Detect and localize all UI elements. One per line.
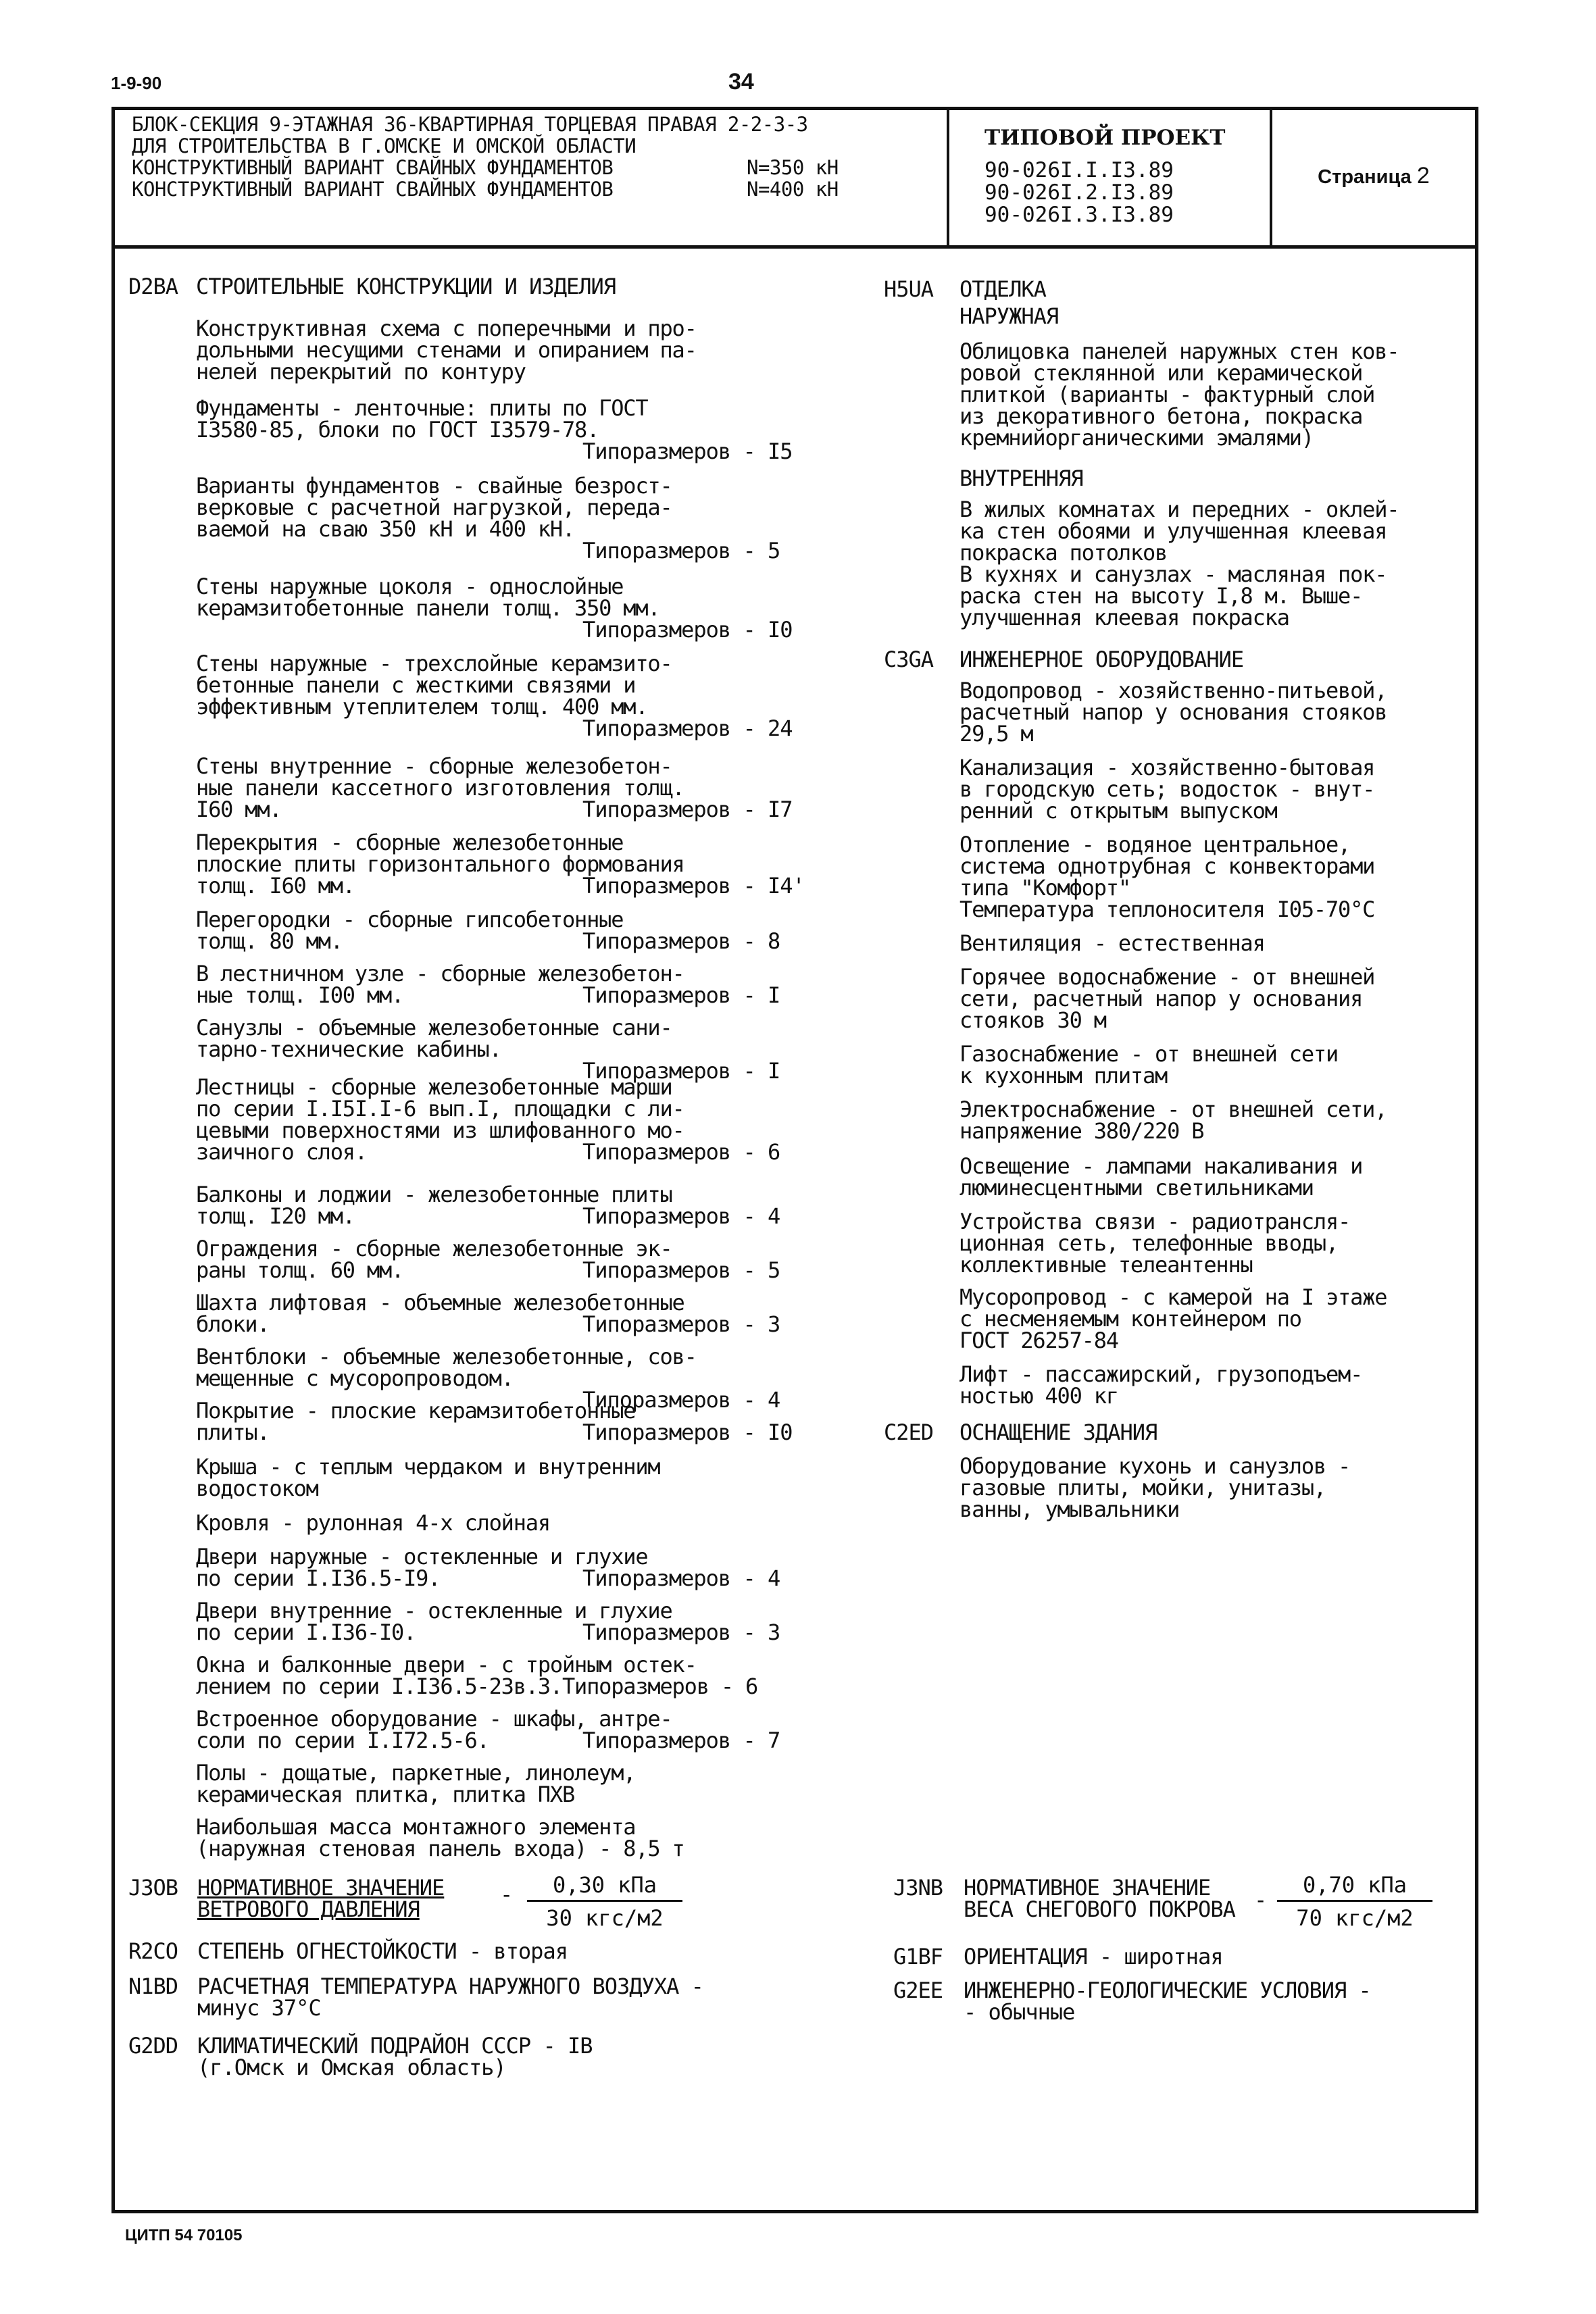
engineering-line: Вентиляция - естественная [959, 930, 1265, 956]
item-text-line: Ограждения - сборные железобетонные эк- [196, 1236, 672, 1261]
item-text-line: (наружная стеновая панель входа) - 8,5 т [196, 1836, 684, 1861]
wind-top: 0,30 кПа [527, 1874, 682, 1902]
item-text-line: по серии I.I36.5-I9. [196, 1565, 441, 1591]
item-text-line: Покрытие - плоские керамзитобетонные [196, 1398, 636, 1424]
wind-label: ВЕТРОВОГО ДАВЛЕНИЯ [197, 1896, 420, 1922]
engineering-line: Температура теплоносителя I05-70°С [959, 897, 1375, 922]
section-heading: ИНЖЕНЕРНОЕ ОБОРУДОВАНИЕ [959, 647, 1244, 672]
engineering-line: люминесцентными светильниками [959, 1175, 1314, 1201]
geo-line: ИНЖЕНЕРНО-ГЕОЛОГИЧЕСКИЕ УСЛОВИЯ - [964, 1978, 1371, 2003]
item-text-line: толщ. 80 мм. [196, 928, 343, 954]
wind-bot: 30 кгс/м2 [546, 1905, 664, 1931]
size-count: Типоразмеров - I5 [582, 438, 793, 464]
dash: - [1254, 1887, 1267, 1913]
item-text-line: верковые с расчетной нагрузкой, переда- [196, 495, 672, 520]
item-text-line: Двери внутренние - остекленные и глухие [196, 1598, 672, 1624]
size-count: Типоразмеров - 7 [582, 1728, 780, 1753]
wind-fraction [527, 1874, 682, 1929]
climate-line: КЛИМАТИЧЕСКИЙ ПОДРАЙОН СССР - IВ [197, 2033, 593, 2059]
snow-label: ВЕСА СНЕГОВОГО ПОКРОВА [964, 1896, 1235, 1922]
item-text-line: Перекрытия - сборные железобетонные [196, 830, 624, 855]
section-code: H5UA [884, 276, 934, 302]
engineering-line: Лифт - пассажирский, грузоподъем- [959, 1361, 1363, 1387]
item-text-line: Наибольшая масса монтажного элемента [196, 1814, 636, 1840]
title-block-project [949, 107, 1272, 245]
inner-finish-line: ка стен обоями и улучшенная клеевая [959, 518, 1387, 544]
item-text-line: раны толщ. 60 мм. [196, 1257, 404, 1283]
title-line-text: КОНСТРУКТИВНЫЙ ВАРИАНТ СВАЙНЫХ ФУНДАМЕНТОВ [132, 156, 614, 179]
size-count: Типоразмеров - 24 [582, 715, 793, 741]
engineering-line: стояков 30 м [959, 1007, 1106, 1033]
fire-code: R2CO [128, 1938, 178, 1964]
item-text-line: плиты. [196, 1419, 270, 1445]
inner-finish-line: улучшенная клеевая покраска [959, 605, 1289, 630]
snow-bot: 70 кгс/м2 [1296, 1905, 1414, 1931]
section-heading: СТРОИТЕЛЬНЫЕ КОНСТРУКЦИИ И ИЗДЕЛИЯ [196, 274, 616, 299]
item-text-line: Санузлы - объемные железобетонные сани- [196, 1015, 672, 1040]
outer-finish-line: ровой стеклянной или керамической [959, 360, 1363, 386]
item-text-line: заичного слоя. [196, 1139, 367, 1165]
project-code: 90-026I.2.I3.89 [984, 180, 1174, 205]
snow-top: 0,70 кПа [1277, 1874, 1432, 1902]
footer-stamp: ЦИТП 54 70105 [125, 2226, 243, 2244]
engineering-line: с несменяемым контейнером по [959, 1306, 1301, 1332]
size-count: Типоразмеров - 4 [582, 1565, 780, 1591]
page-number: 34 [728, 69, 754, 95]
engineering-line: ностью 400 кг [959, 1383, 1118, 1409]
item-text-line: керамическая плитка, плитка ПХВ [196, 1782, 575, 1807]
item-text-line: цевыми поверхностями из шлифованного мо- [196, 1117, 684, 1143]
size-count: Типоразмеров - I7 [582, 797, 793, 822]
outer-finish-line: плиткой (варианты - фактурный слой [959, 382, 1375, 407]
project-code: 90-026I.3.I3.89 [984, 203, 1174, 227]
sheet-code: 1-9-90 [111, 73, 162, 93]
size-count: Типоразмеров - 3 [582, 1619, 780, 1645]
wind-label: НОРМАТИВНОЕ ЗНАЧЕНИЕ [197, 1875, 445, 1901]
size-count: Типоразмеров - 5 [582, 1257, 780, 1283]
size-count: Типоразмеров - I0 [582, 617, 793, 643]
item-text-line: водостоком [196, 1476, 318, 1501]
orient-text: ОРИЕНТАЦИЯ - широтная [964, 1944, 1223, 1969]
engineering-line: ренний с открытым выпуском [959, 798, 1277, 824]
snow-label: НОРМАТИВНОЕ ЗНАЧЕНИЕ [964, 1875, 1211, 1901]
title-block [111, 107, 1478, 249]
item-text-line: Полы - дощатые, паркетные, линолеум, [196, 1760, 636, 1786]
title-line: ДЛЯ СТРОИТЕЛЬСТВА В Г.ОМСКЕ И ОМСКОЙ ОБЛАСТИ [132, 134, 637, 157]
section-heading: ОТДЕЛКА [959, 276, 1046, 302]
item-text-line: Стены наружные - трехслойные керамзито- [196, 651, 672, 676]
item-text-line: керамзитобетонные панели толщ. 350 мм. [196, 595, 660, 621]
item-text-line: Лестницы - сборные железобетонные марши [196, 1074, 672, 1100]
item-text-line: ваемой на сваю 350 кН и 400 кН. [196, 516, 575, 542]
title-line-text: КОНСТРУКТИВНЫЙ ВАРИАНТ СВАЙНЫХ ФУНДАМЕНТОВ [132, 178, 614, 201]
item-text-line: Кровля - рулонная 4-х слойная [196, 1510, 550, 1536]
engineering-line: Устройства связи - радиотрансля- [959, 1209, 1351, 1234]
item-text-line: толщ. I20 мм. [196, 1203, 355, 1229]
title-block-page [1272, 107, 1475, 245]
item-text-line: блоки. [196, 1311, 270, 1337]
title-block-description [111, 107, 949, 245]
temp-code: N1BD [128, 1973, 178, 1999]
item-text-line: Конструктивная схема с поперечными и про- [196, 316, 697, 341]
size-count: Типоразмеров - I [582, 982, 780, 1008]
item-text-line: толщ. I60 мм. [196, 873, 355, 899]
section-code: C2ED [884, 1419, 934, 1445]
equipment-line: Оборудование кухонь и санузлов - [959, 1453, 1351, 1479]
item-text-line: Перегородки - сборные гипсобетонные [196, 907, 624, 932]
item-text-line: нелей перекрытий по контуру [196, 359, 526, 384]
engineering-line: Горячее водоснабжение - от внешней [959, 964, 1375, 990]
engineering-line: Канализация - хозяйственно-бытовая [959, 755, 1375, 780]
size-count: Типоразмеров - 8 [582, 928, 780, 954]
engineering-line: в городскую сеть; водосток - внут- [959, 776, 1375, 802]
outer-finish-line: из декоративного бетона, покраска [959, 403, 1363, 429]
climate-code: G2DD [128, 2033, 178, 2059]
engineering-line: расчетный напор у основания стояков [959, 699, 1387, 725]
section-code: D2BA [128, 274, 178, 299]
engineering-line: напряжение 380/220 В [959, 1118, 1204, 1144]
size-count: Типоразмеров - 5 [582, 538, 780, 563]
outer-finish-line: Облицовка панелей наружных стен ков- [959, 338, 1399, 364]
title-line [132, 157, 947, 178]
item-text-line: мещенные с мусоропроводом. [196, 1365, 514, 1391]
item-text-line: Вентблоки - объемные железобетонные, сов- [196, 1344, 697, 1369]
item-text-line: Шахта лифтовая - объемные железобетонные [196, 1290, 684, 1315]
item-text-line: Крыша - с теплым чердаком и внутренним [196, 1454, 660, 1480]
load-value: N=350 кН [747, 156, 839, 179]
section-code: C3GA [884, 647, 934, 672]
item-text-line: Фундаменты - ленточные: плиты по ГОСТ [196, 395, 648, 421]
engineering-line: ционная сеть, телефонные вводы, [959, 1230, 1339, 1256]
temp-line: РАСЧЕТНАЯ ТЕМПЕРАТУРА НАРУЖНОГО ВОЗДУХА - [197, 1973, 703, 1999]
item-text-line: по серии I.I36-I0. [196, 1619, 416, 1645]
item-text-line: соли по серии I.I72.5-6. [196, 1728, 489, 1753]
dash: - [500, 1882, 513, 1907]
title-line [132, 178, 947, 200]
engineering-line: Электроснабжение - от внешней сети, [959, 1097, 1387, 1122]
item-text-line: Окна и балконные двери - с тройным остек- [196, 1652, 697, 1678]
item-text-line: В лестничном узле - сборные железобетон- [196, 961, 684, 986]
item-text-line: Балконы и лоджии - железобетонные плиты [196, 1182, 672, 1207]
snow-fraction [1277, 1874, 1432, 1929]
engineering-line: 29,5 м [959, 721, 1033, 747]
inner-finish-line: раска стен на высоту I,8 м. Выше- [959, 583, 1363, 609]
snow-code: J3NB [893, 1875, 943, 1901]
geo-line: - обычные [964, 1999, 1075, 2025]
item-text-line: ные панели кассетного изготовления толщ. [196, 775, 684, 801]
temp-line: минус 37°С [197, 1995, 321, 2021]
fire-text: СТЕПЕНЬ ОГНЕСТОЙКОСТИ - вторая [197, 1938, 568, 1964]
item-text-line: бетонные панели с жесткими связями и [196, 672, 636, 698]
page-word: Страница [1318, 166, 1412, 188]
climate-line: (г.Омск и Омская область) [197, 2055, 506, 2080]
item-text-line: ные толщ. I00 мм. [196, 982, 404, 1008]
size-count: Типоразмеров - I [582, 1058, 780, 1084]
item-text-line: по серии I.I5I.I-6 вып.I, площадки с ли- [196, 1096, 684, 1122]
inner-finish-line: покраска потолков [959, 540, 1168, 565]
subsection-heading: ВНУТРЕННЯЯ [959, 466, 1083, 491]
item-text-line: I3580-85, блоки по ГОСТ I3579-78. [196, 417, 599, 443]
engineering-line: Отопление - водяное центральное, [959, 832, 1351, 857]
size-count: Типоразмеров - 3 [582, 1311, 780, 1337]
orient-code: G1BF [893, 1944, 943, 1969]
engineering-line: коллективные телеантенны [959, 1252, 1253, 1278]
item-text-line: тарно-технические кабины. [196, 1036, 501, 1062]
size-count: Типоразмеров - 6 [582, 1139, 780, 1165]
section-heading: ОСНАЩЕНИЕ ЗДАНИЯ [959, 1419, 1157, 1445]
engineering-line: Газоснабжение - от внешней сети [959, 1041, 1339, 1067]
size-count: Типоразмеров - I0 [582, 1419, 793, 1445]
item-text-line: эффективным утеплителем толщ. 400 мм. [196, 694, 648, 720]
item-text-line: лением по серии I.I36.5-23в.3.Типоразмеров - 6 [196, 1674, 758, 1699]
inner-finish-line: В кухнях и санузлах - масляная пок- [959, 561, 1387, 587]
project-code: 90-026I.I.I3.89 [984, 158, 1174, 182]
equipment-line: газовые плиты, мойки, унитазы, [959, 1475, 1326, 1501]
equipment-line: ванны, умывальники [959, 1496, 1180, 1522]
item-text-line: Стены внутренние - сборные железобетон- [196, 753, 672, 779]
item-text-line: Встроенное оборудование - шкафы, антре- [196, 1706, 672, 1732]
size-count: Типоразмеров - I4' [582, 873, 805, 899]
item-text-line: плоские плиты горизонтального формования [196, 851, 684, 877]
project-label: ТИПОВОЙ ПРОЕКТ [984, 126, 1226, 150]
outer-finish-line: кремнийорганическими эмалями) [959, 425, 1314, 451]
engineering-line: система однотрубная с конвекторами [959, 853, 1375, 879]
load-value: N=400 кН [747, 178, 839, 201]
item-text-line: Варианты фундаментов - свайные безрост- [196, 473, 672, 499]
item-text-line: дольными несущими стенами и опиранием па- [196, 337, 697, 363]
size-count: Типоразмеров - 4 [582, 1387, 780, 1413]
engineering-line: Водопровод - хозяйственно-питьевой, [959, 678, 1387, 703]
page-label [1318, 163, 1430, 189]
page-num: 2 [1416, 163, 1430, 188]
engineering-line: Мусоропровод - с камерой на I этаже [959, 1284, 1387, 1310]
item-text-line: I60 мм. [196, 797, 282, 822]
item-text-line: Двери наружные - остекленные и глухие [196, 1544, 648, 1569]
engineering-line: к кухонным плитам [959, 1063, 1168, 1088]
geo-code: G2EE [893, 1978, 943, 2003]
title-line: БЛОК-СЕКЦИЯ 9-ЭТАЖНАЯ 36-КВАРТИРНАЯ ТОРЦЕВАЯ ПРАВАЯ 2-2-3-3 [132, 113, 808, 136]
engineering-line: ГОСТ 26257-84 [959, 1328, 1118, 1353]
engineering-line: типа "Комфорт" [959, 875, 1130, 901]
engineering-line: сети, расчетный напор у основания [959, 986, 1363, 1011]
inner-finish-line: В жилых комнатах и передних - оклей- [959, 497, 1399, 522]
size-count: Типоразмеров - 4 [582, 1203, 780, 1229]
wind-code: J3OB [128, 1875, 178, 1901]
engineering-line: Освещение - лампами накаливания и [959, 1153, 1363, 1179]
subsection-heading: НАРУЖНАЯ [959, 303, 1059, 329]
item-text-line: Стены наружные цоколя - однослойные [196, 574, 624, 599]
